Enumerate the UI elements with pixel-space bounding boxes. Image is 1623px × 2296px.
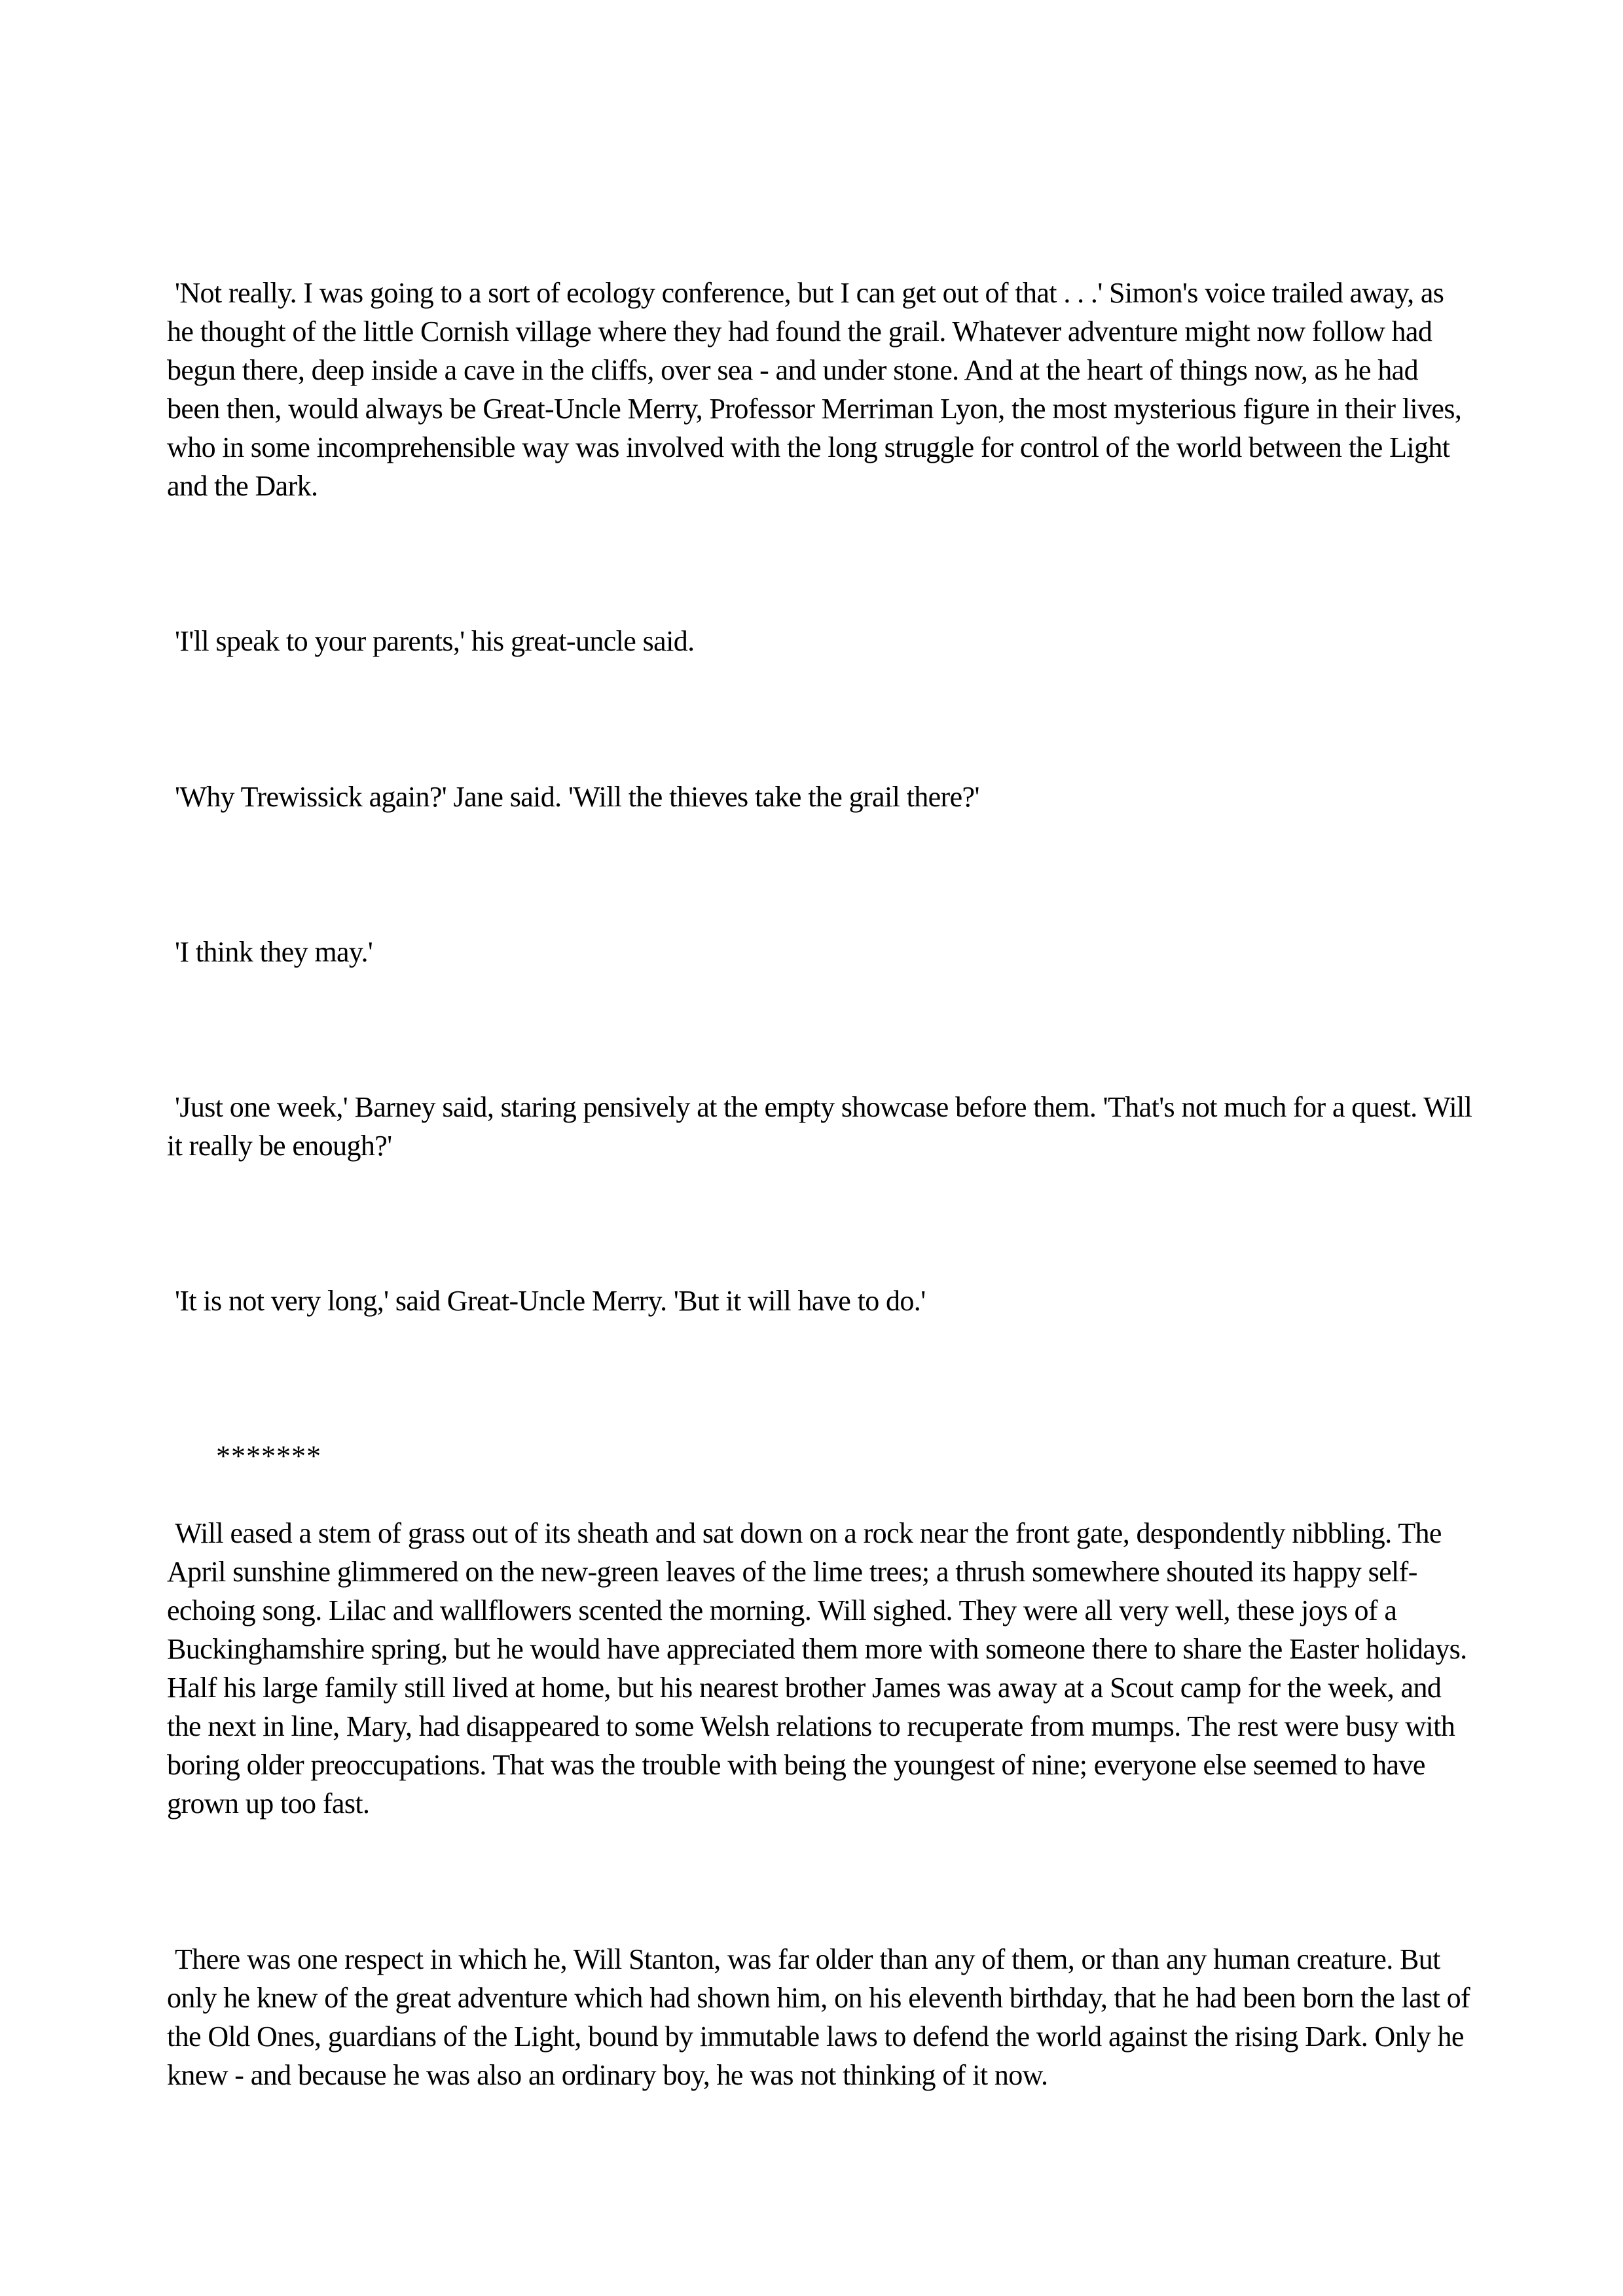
paragraph-old-ones: There was one respect in which he, Will Stanton, was far older than any of them, or than any human creature. But only he knew of the great adventure which had shown him, on his eleventh birthday, that he had been born the last of the Old Ones, guardians of the Light, bound by immutable laws to defend the world against the rising Dark. Only he knew - and because he was also an ordinary boy, he was not thinking of it now. — [167, 1943, 1470, 2091]
paragraph-barney-question: 'Just one week,' Barney said, staring pensively at the empty showcase before them. 'That's not much for a quest. Will it really be enough?' — [167, 1091, 1472, 1162]
paragraph-jane-question: 'Why Trewissick again?' Jane said. 'Will the thieves take the grail there?' — [175, 781, 979, 813]
paragraph-great-uncle-speaks: 'I'll speak to your parents,' his great-uncle said. — [175, 625, 695, 657]
section-separator: ******* — [216, 1440, 321, 1472]
paragraph-merry-answer: 'I think they may.' — [175, 936, 373, 968]
paragraph-simon-reply: 'Not really. I was going to a sort of ecology conference, but I can get out of that . . .' Simon's voice trailed away, as he thought of the little Cornish village where they had found the grail. Whatever adventure might now follow had begun there, deep inside a cave in the cliffs, over sea - and under stone. And at the heart of things now, as he had been then, would always be Great-Uncle Merry, Professor Merriman Lyon, the most mysterious figure in their lives, who in some incomprehensible way was involved with the long struggle for control of the world between the Light and the Dark. — [167, 277, 1462, 502]
paragraph-will-intro: Will eased a stem of grass out of its sheath and sat down on a rock near the front gate, despondently nibbling. The April sunshine glimmered on the new-green leaves of the lime trees; a thrush somewhere shouted its happy self-echoing song. Lilac and wallflowers scented the morning. Will sighed. They were all very well, these joys of a Buckinghamshire spring, but he would have appreciated them more with someone there to share the Easter holidays. Half his large family still lived at home, but his nearest brother James was away at a Scout camp for the week, and the next in line, Mary, had disappeared to some Welsh relations to recuperate from mumps. The rest were busy with boring older preoccupations. That was the trouble with being the youngest of nine; everyone else seemed to have grown up too fast. — [167, 1517, 1467, 1820]
paragraph-merry-reply: 'It is not very long,' said Great-Uncle Merry. 'But it will have to do.' — [175, 1285, 926, 1317]
